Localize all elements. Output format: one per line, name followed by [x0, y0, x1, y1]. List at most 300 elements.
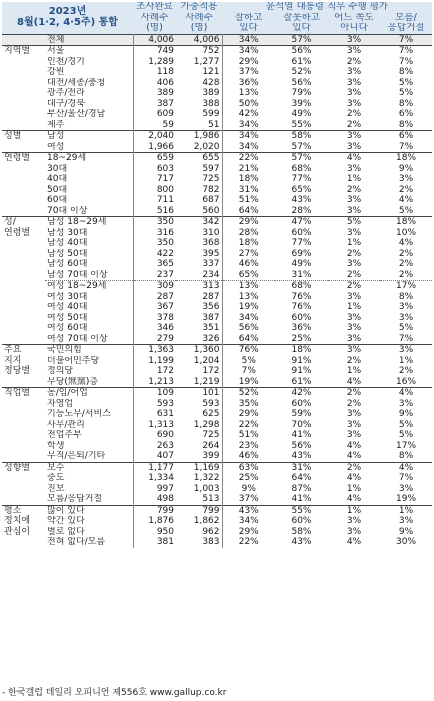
- table-row: [2, 292, 432, 303]
- table-row: [2, 174, 432, 185]
- table-row: [2, 281, 432, 292]
- cell-neither: 4%: [346, 473, 362, 483]
- cell-weighted: 1,277: [176, 57, 222, 68]
- cell-dk: 9%: [398, 163, 414, 174]
- row-label: 강원: [45, 67, 133, 78]
- cell-weighted: 962: [176, 527, 222, 538]
- cell-neither: 1%: [346, 483, 362, 494]
- cell-weighted: 1,169: [176, 462, 222, 473]
- table-row: [2, 399, 432, 410]
- table-row: [2, 388, 432, 399]
- cell-dk: 2%: [398, 248, 414, 259]
- category-label: [2, 388, 45, 463]
- cell-dk: 18%: [380, 217, 432, 228]
- col-surveyed-unit: (명): [133, 23, 176, 34]
- cell-weighted: 387: [176, 313, 222, 324]
- cell-bad: 68%: [275, 281, 328, 292]
- cell-neither: 3%: [346, 67, 362, 77]
- cell-neither: 2%: [328, 281, 380, 292]
- table-row: [2, 46, 432, 57]
- cell-weighted: 388: [176, 99, 222, 110]
- row-label: 부산/울산/경남: [45, 109, 133, 120]
- cell-dk: 9%: [398, 409, 414, 419]
- cell-neither: 2%: [346, 119, 362, 130]
- cell-surveyed: 1,966: [148, 141, 174, 152]
- cell-neither: 3%: [346, 227, 362, 238]
- row-label: 여성 60대: [45, 323, 133, 334]
- cell-good: 51%: [238, 195, 259, 205]
- cell-surveyed: 2,040: [133, 131, 176, 142]
- cell-surveyed: 1,313: [148, 419, 174, 430]
- table-body: [2, 34, 432, 548]
- row-label: 더불어민주당: [45, 356, 133, 367]
- cell-neither: 1%: [346, 302, 362, 312]
- cell-bad: 47%: [275, 217, 328, 228]
- row-label: 70대 이상: [45, 206, 133, 217]
- cell-bad: 18%: [275, 345, 328, 356]
- crosstab-table-container: [2, 2, 432, 548]
- category-label: [2, 462, 45, 505]
- cell-neither: 3%: [346, 333, 362, 344]
- col-weighted-unit: (명): [176, 23, 222, 34]
- table-row: [2, 516, 432, 527]
- cell-neither: 3%: [346, 163, 362, 174]
- table-row: [2, 153, 432, 164]
- cell-neither: 1%: [346, 238, 362, 248]
- cell-neither: 2%: [346, 184, 362, 195]
- cell-dk: 7%: [380, 34, 432, 46]
- cell-weighted: 234: [176, 270, 222, 281]
- cell-weighted: 597: [176, 164, 222, 175]
- cell-weighted: 1,003: [176, 484, 222, 495]
- title-year: 2023년: [48, 6, 87, 18]
- row-label: 인천/경기: [45, 57, 133, 68]
- cell-bad: 39%: [291, 98, 312, 109]
- row-label: 별로 없다: [45, 527, 133, 538]
- cell-surveyed: 287: [156, 291, 174, 302]
- cell-dk: 8%: [398, 67, 414, 77]
- table-row: [2, 302, 432, 313]
- cell-good: 52%: [222, 388, 275, 399]
- cell-bad: 60%: [291, 398, 312, 409]
- col-surveyed-label: 조사완료: [133, 2, 176, 13]
- cell-surveyed: 350: [133, 217, 176, 228]
- table-row: [2, 195, 432, 206]
- cell-bad: 87%: [291, 483, 312, 494]
- cell-surveyed: 381: [156, 537, 174, 547]
- cell-surveyed: 603: [156, 163, 174, 174]
- cell-surveyed: 717: [156, 174, 174, 184]
- col-dk-label: 모름/: [380, 13, 432, 24]
- cell-weighted: 351: [176, 323, 222, 334]
- cell-good: 34%: [222, 34, 275, 46]
- cell-surveyed: 172: [156, 366, 174, 376]
- cell-dk: 7%: [398, 333, 414, 344]
- cell-bad: 43%: [291, 451, 312, 461]
- table-row: [2, 164, 432, 175]
- cell-weighted: 326: [176, 334, 222, 345]
- cell-dk: 4%: [380, 462, 432, 473]
- cell-surveyed: 4,006: [133, 34, 176, 46]
- cell-good: 31%: [238, 184, 259, 195]
- row-label: 서울: [45, 46, 133, 57]
- category-label-line: 직업별: [4, 388, 31, 398]
- cell-dk: 3%: [398, 483, 414, 494]
- cell-neither: 3%: [328, 131, 380, 142]
- row-label: 남성: [45, 131, 133, 142]
- cell-dk: 18%: [380, 153, 432, 164]
- cell-dk: 4%: [398, 195, 414, 205]
- cell-bad: 49%: [291, 109, 312, 119]
- cell-surveyed: 1,199: [148, 355, 174, 366]
- table-row: [2, 323, 432, 334]
- cell-dk: 6%: [380, 131, 432, 142]
- cell-good: 13%: [238, 291, 259, 302]
- table-row: [2, 185, 432, 196]
- cell-bad: 55%: [291, 119, 312, 130]
- cell-dk: 3%: [398, 398, 414, 409]
- cell-weighted: 2,020: [176, 142, 222, 153]
- row-label: 남성 70대 이상: [45, 270, 133, 281]
- cell-dk: 7%: [398, 473, 414, 483]
- cell-surveyed: 350: [156, 238, 174, 248]
- row-label: 정의당: [45, 366, 133, 377]
- table-row: [2, 484, 432, 495]
- table-row: [2, 120, 432, 131]
- cell-bad: 70%: [291, 419, 312, 430]
- cell-good: 64%: [238, 205, 259, 216]
- cell-dk: 3%: [380, 345, 432, 356]
- row-label: 남성 50대: [45, 249, 133, 260]
- table-row: [2, 228, 432, 239]
- category-label: [2, 46, 45, 131]
- table-row: [2, 430, 432, 441]
- cell-good: 34%: [222, 46, 275, 57]
- cell-surveyed: 422: [156, 248, 174, 259]
- col-weighted-sub: 사례수: [176, 13, 222, 24]
- cell-good: 29%: [238, 409, 259, 419]
- row-label: 남성 40대: [45, 238, 133, 249]
- row-label: 여성 40대: [45, 302, 133, 313]
- col-surveyed-sub: 사례수: [133, 13, 176, 24]
- cell-neither: 3%: [346, 419, 362, 430]
- category-label-line: 성향별: [4, 462, 31, 473]
- cell-bad: 68%: [291, 163, 312, 174]
- category-label: [2, 217, 45, 345]
- cell-bad: 25%: [291, 333, 312, 344]
- cell-surveyed: 516: [156, 205, 174, 216]
- cell-dk: 5%: [398, 77, 414, 88]
- cell-neither: 1%: [346, 174, 362, 184]
- cell-neither: 2%: [328, 462, 380, 473]
- row-label: 여성 50대: [45, 313, 133, 324]
- category-label-line: 평소: [4, 505, 22, 516]
- cell-weighted: 625: [176, 409, 222, 420]
- cell-dk: 17%: [396, 440, 417, 451]
- cell-bad: 41%: [291, 430, 312, 440]
- cell-neither: 2%: [346, 109, 362, 119]
- row-label: 사무/관리: [45, 420, 133, 431]
- cell-surveyed: 406: [156, 77, 174, 88]
- row-label: 여성 70대 이상: [45, 334, 133, 345]
- cell-weighted: 121: [176, 67, 222, 78]
- table-row: [2, 238, 432, 249]
- cell-dk: 7%: [398, 56, 414, 67]
- cell-weighted: 310: [176, 228, 222, 239]
- cell-dk: 7%: [398, 141, 414, 152]
- cell-bad: 57%: [275, 153, 328, 164]
- cell-surveyed: 609: [156, 109, 174, 119]
- cell-weighted: 752: [176, 46, 222, 57]
- cell-good: 5%: [241, 355, 256, 366]
- cell-good: 9%: [241, 483, 256, 494]
- cell-surveyed: 1,334: [148, 473, 174, 483]
- cell-bad: 56%: [291, 440, 312, 451]
- cell-dk: 4%: [380, 388, 432, 399]
- cell-dk: 9%: [398, 526, 414, 537]
- row-label: 국민의힘: [45, 345, 133, 356]
- cell-good: 34%: [238, 119, 259, 130]
- cell-good: 23%: [238, 440, 259, 451]
- category-label-line: 지역별: [4, 46, 31, 56]
- cell-neither: 4%: [346, 494, 362, 504]
- cell-good: 43%: [222, 505, 275, 516]
- cell-surveyed: 59: [162, 119, 174, 130]
- cell-good: 21%: [238, 163, 259, 174]
- row-label: 학생: [45, 441, 133, 452]
- cell-dk: 3%: [398, 174, 414, 184]
- cell-neither: 2%: [346, 248, 362, 259]
- cell-good: 13%: [238, 88, 259, 98]
- cell-good: 76%: [222, 345, 275, 356]
- cell-bad: 55%: [275, 505, 328, 516]
- cell-bad: 43%: [291, 195, 312, 205]
- cell-surveyed: 1,213: [148, 376, 174, 387]
- cell-weighted: 799: [176, 505, 222, 516]
- cell-neither: 3%: [346, 323, 362, 333]
- row-label: 남성 30대: [45, 228, 133, 239]
- table-row: [2, 67, 432, 78]
- row-label: 남성 18~29세: [45, 217, 133, 228]
- table-row: [2, 78, 432, 89]
- cell-dk: 2%: [398, 184, 414, 195]
- row-label: 18~29세: [45, 153, 133, 164]
- cell-weighted: 560: [176, 206, 222, 217]
- table-row: [2, 313, 432, 324]
- cell-neither: 3%: [346, 77, 362, 88]
- cell-neither: 1%: [346, 366, 362, 376]
- cell-surveyed: 997: [156, 483, 174, 494]
- cell-surveyed: 309: [133, 281, 176, 292]
- cell-weighted: 337: [176, 259, 222, 270]
- cell-neither: 2%: [346, 355, 362, 366]
- cell-surveyed: 389: [156, 88, 174, 98]
- cell-good: 19%: [238, 302, 259, 312]
- cell-neither: 3%: [328, 34, 380, 46]
- table-row: [2, 131, 432, 142]
- row-label: 자영업: [45, 399, 133, 410]
- cell-bad: 59%: [291, 409, 312, 419]
- total-row: [2, 34, 432, 46]
- table-row: [2, 270, 432, 281]
- table-row: [2, 537, 432, 548]
- cell-neither: 3%: [346, 88, 362, 98]
- table-row: [2, 206, 432, 217]
- cell-bad: 76%: [291, 302, 312, 312]
- cell-surveyed: 950: [156, 526, 174, 537]
- cell-surveyed: 109: [133, 388, 176, 399]
- cell-weighted: 1,219: [176, 377, 222, 388]
- table-row: [2, 356, 432, 367]
- table-row: [2, 451, 432, 462]
- cell-weighted: 725: [176, 174, 222, 185]
- table-row: [2, 527, 432, 538]
- col-good-label: 잘하고: [222, 13, 275, 24]
- cell-dk: 3%: [398, 516, 414, 526]
- cell-neither: 2%: [346, 269, 362, 280]
- cell-bad: 49%: [291, 259, 312, 269]
- category-label: [2, 505, 45, 548]
- cell-bad: 64%: [291, 473, 312, 483]
- cell-good: 29%: [238, 526, 259, 537]
- row-label: 50대: [45, 185, 133, 196]
- cell-good: 51%: [238, 430, 259, 440]
- cell-surveyed: 367: [156, 302, 174, 312]
- cell-dk: 1%: [380, 505, 432, 516]
- cell-surveyed: 498: [156, 494, 174, 504]
- cell-bad: 57%: [275, 34, 328, 46]
- cell-dk: 8%: [398, 98, 414, 109]
- cell-good: 37%: [238, 494, 259, 504]
- cell-surveyed: 659: [133, 153, 176, 164]
- title-period: 8월(1·2, 4·5주) 통합: [17, 16, 118, 28]
- cell-weighted: 383: [176, 537, 222, 548]
- table-row: [2, 57, 432, 68]
- cell-surveyed: 1,876: [148, 516, 174, 526]
- table-row: [2, 99, 432, 110]
- cell-bad: 76%: [291, 291, 312, 302]
- cell-bad: 91%: [291, 366, 312, 376]
- cell-dk: 16%: [396, 376, 417, 387]
- cell-weighted: 264: [176, 441, 222, 452]
- cell-weighted: 593: [176, 399, 222, 410]
- cell-dk: 5%: [398, 88, 414, 98]
- cell-bad: 31%: [275, 462, 328, 473]
- cell-dk: 4%: [398, 238, 414, 248]
- cell-neither: 5%: [328, 217, 380, 228]
- cell-neither: 2%: [346, 56, 362, 67]
- cell-weighted: 655: [176, 153, 222, 164]
- cell-weighted: 356: [176, 302, 222, 313]
- cell-neither: 3%: [346, 516, 362, 526]
- cell-weighted: 725: [176, 430, 222, 441]
- cell-dk: 8%: [398, 291, 414, 302]
- table-row: [2, 505, 432, 516]
- cell-weighted: 51: [176, 120, 222, 131]
- cell-dk: 5%: [398, 205, 414, 216]
- cell-dk: 10%: [396, 227, 417, 238]
- col-weighted-label: 가중적용: [176, 2, 222, 13]
- row-label: 무당(無黨)층: [45, 377, 133, 388]
- cell-dk: 30%: [396, 537, 417, 547]
- row-label: 중도: [45, 473, 133, 484]
- cell-dk: 1%: [398, 355, 414, 366]
- category-label-line: 연령별: [4, 153, 31, 163]
- cell-good: 27%: [238, 248, 259, 259]
- row-label: 60대: [45, 195, 133, 206]
- cell-good: 7%: [241, 366, 256, 376]
- row-label: 대전/세종/충청: [45, 78, 133, 89]
- cell-good: 42%: [238, 109, 259, 119]
- cell-bad: 43%: [291, 537, 312, 547]
- cell-bad: 60%: [291, 312, 312, 323]
- row-label: 진보: [45, 484, 133, 495]
- category-label-line: 성/: [4, 217, 16, 227]
- cell-weighted: 399: [176, 451, 222, 462]
- cell-good: 35%: [238, 398, 259, 409]
- cell-dk: 2%: [398, 259, 414, 269]
- table-row: [2, 88, 432, 99]
- category-label: [2, 345, 45, 388]
- table-row: [2, 249, 432, 260]
- cell-good: 56%: [238, 323, 259, 333]
- cell-surveyed: 346: [156, 323, 174, 333]
- header-row-1: [2, 2, 432, 13]
- cell-good: 64%: [238, 333, 259, 344]
- cell-bad: 61%: [291, 376, 312, 387]
- row-label: 여성 30대: [45, 292, 133, 303]
- cell-good: 19%: [238, 376, 259, 387]
- cell-dk: 7%: [380, 46, 432, 57]
- row-label: 전체: [45, 34, 133, 46]
- cell-neither: 3%: [346, 409, 362, 419]
- cell-good: 34%: [238, 312, 259, 323]
- cell-neither: 3%: [346, 205, 362, 216]
- cell-neither: 3%: [328, 345, 380, 356]
- cell-neither: 3%: [346, 141, 362, 152]
- cell-surveyed: 800: [156, 184, 174, 195]
- cell-neither: 1%: [328, 505, 380, 516]
- table-row: [2, 420, 432, 431]
- cell-weighted: 1,204: [176, 356, 222, 367]
- cell-bad: 60%: [291, 516, 312, 526]
- cell-bad: 56%: [291, 77, 312, 88]
- cell-surveyed: 1,363: [133, 345, 176, 356]
- category-label-line: 정당별: [4, 366, 31, 376]
- table-row: [2, 334, 432, 345]
- table-row: [2, 109, 432, 120]
- cell-neither: 3%: [346, 98, 362, 109]
- table-row: [2, 217, 432, 228]
- cell-neither: 3%: [346, 526, 362, 537]
- cell-neither: 4%: [328, 153, 380, 164]
- cell-weighted: 287: [176, 292, 222, 303]
- cell-neither: 4%: [346, 537, 362, 547]
- col-neither-sub: 아니다: [328, 23, 380, 34]
- table-row: [2, 142, 432, 153]
- cell-good: 34%: [238, 516, 259, 526]
- cell-weighted: 687: [176, 195, 222, 206]
- cell-neither: 3%: [346, 259, 362, 269]
- cell-neither: 2%: [328, 388, 380, 399]
- cell-surveyed: 799: [133, 505, 176, 516]
- cell-dk: 3%: [398, 312, 414, 323]
- cell-neither: 3%: [346, 312, 362, 323]
- cell-weighted: 395: [176, 249, 222, 260]
- row-label: 대구/경북: [45, 99, 133, 110]
- cell-good: 46%: [238, 259, 259, 269]
- table-row: [2, 377, 432, 388]
